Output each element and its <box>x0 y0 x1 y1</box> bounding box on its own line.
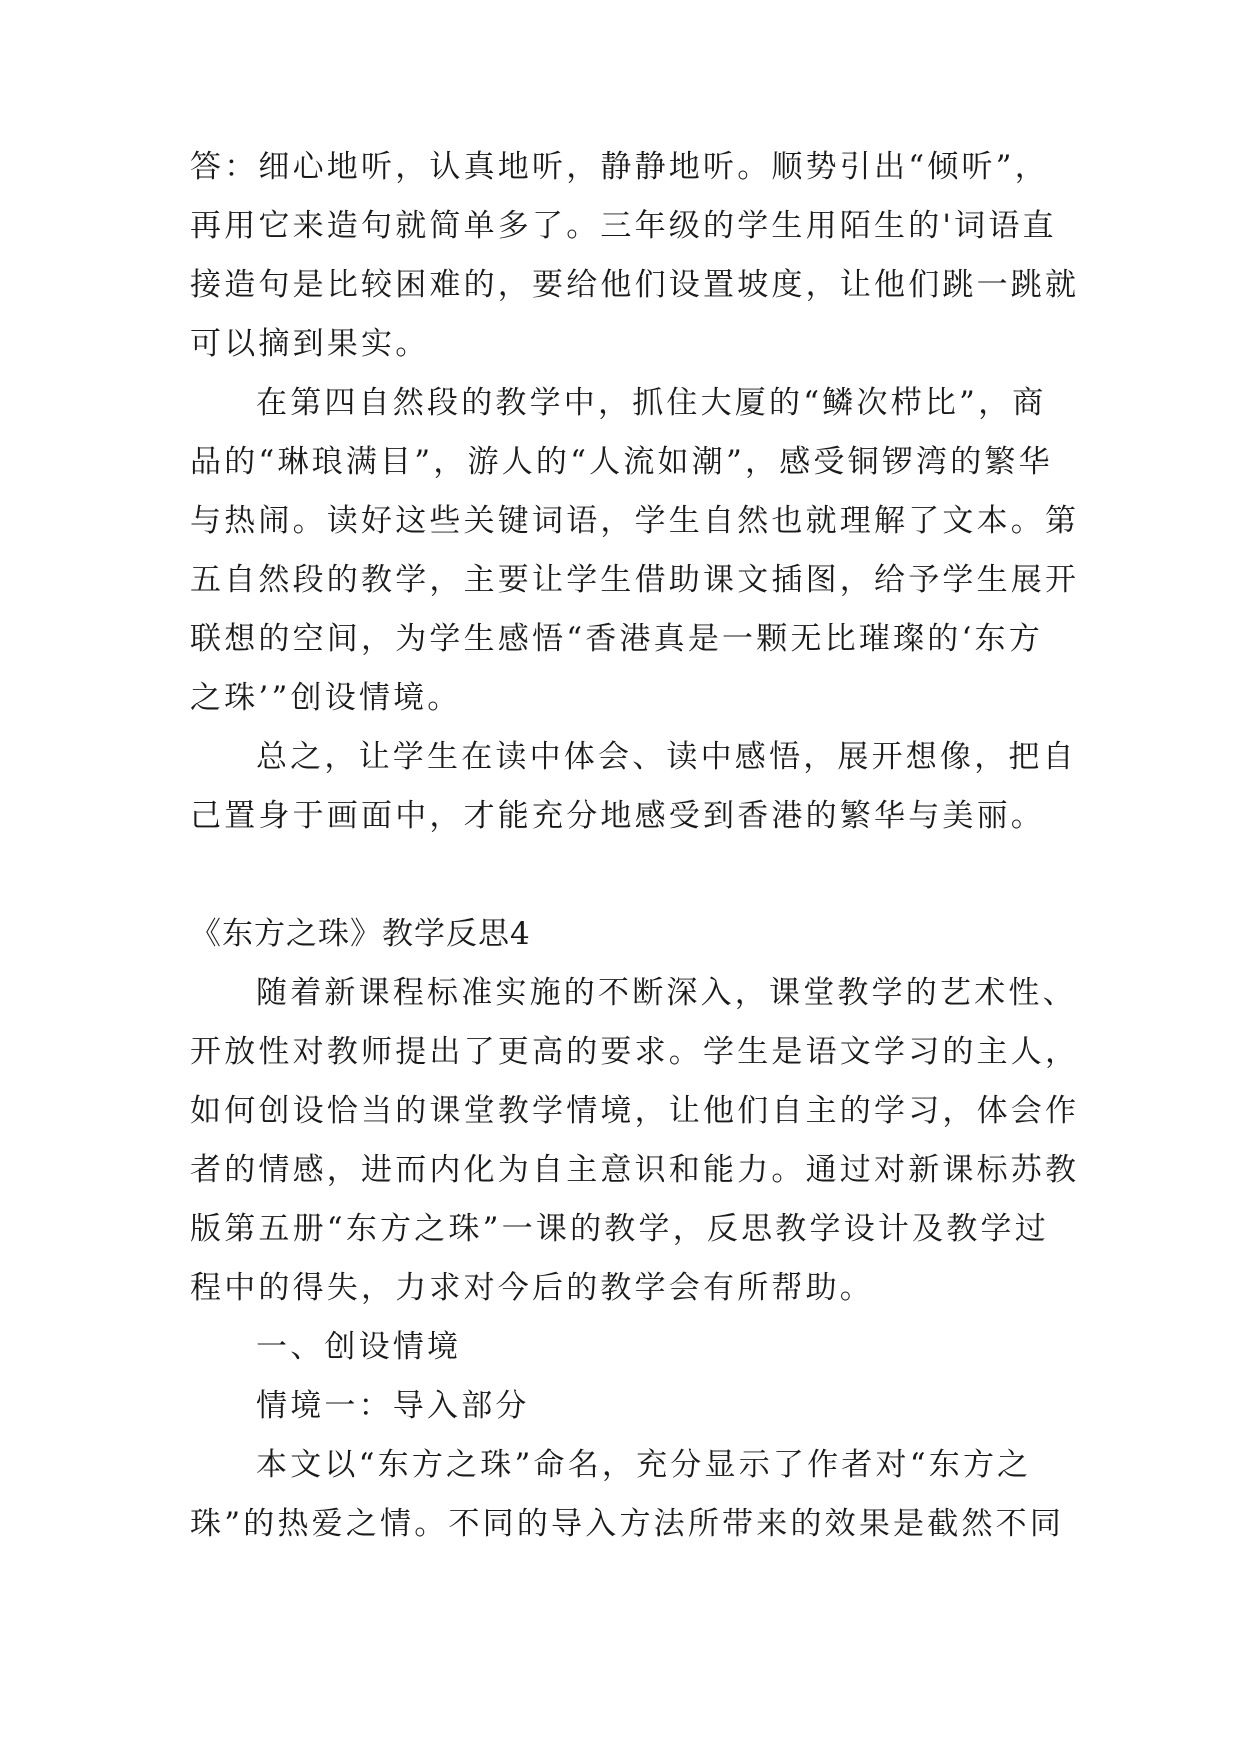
paragraph-line: 珠”的热爱之情。不同的导入方法所带来的效果是截然不同 <box>190 1506 1065 1542</box>
paragraph-line: 己置身于画面中，才能充分地感受到香港的繁华与美丽。 <box>190 798 1045 834</box>
paragraph-line: 联想的空间，为学生感悟“香港真是一颗无比璀璨的‘东方 <box>190 621 1043 657</box>
section-heading: 《东方之珠》教学反思4 <box>190 916 531 952</box>
paragraph-line: 版第五册“东方之珠”一课的教学，反思教学设计及教学过 <box>190 1211 1049 1247</box>
paragraph-line: 随着新课程标准实施的不断深入，课堂教学的艺术性、 <box>256 975 1077 1011</box>
paragraph-line: 答：细心地听，认真地听，静静地听。顺势引出“倾听”， <box>190 149 1049 185</box>
paragraph-line: 程中的得失，力求对今后的教学会有所帮助。 <box>190 1270 874 1306</box>
paragraph-line: 如何创设恰当的课堂教学情境，让他们自主的学习，体会作 <box>190 1093 1080 1129</box>
subheading: 情境一：导入部分 <box>256 1388 530 1424</box>
paragraph-line: 再用它来造句就简单多了。三年级的学生用陌生的'词语直 <box>190 208 1057 244</box>
paragraph-line: 总之，让学生在读中体会、读中感悟，展开想像，把自 <box>256 739 1077 775</box>
subheading: 一、创设情境 <box>256 1329 462 1365</box>
paragraph-line: 五自然段的教学，主要让学生借助课文插图，给予学生展开 <box>190 562 1080 598</box>
paragraph-line: 之珠’”创设情境。 <box>190 680 462 716</box>
paragraph-line: 可以摘到果实。 <box>190 326 430 362</box>
paragraph-line: 在第四自然段的教学中，抓住大厦的“鳞次栉比”，商 <box>256 385 1047 421</box>
paragraph-line: 开放性对教师提出了更高的要求。学生是语文学习的主人， <box>190 1034 1080 1070</box>
paragraph-line: 与热闹。读好这些关键词语，学生自然也就理解了文本。第 <box>190 503 1080 539</box>
paragraph-line: 品的“琳琅满目”，游人的“人流如潮”，感受铜锣湾的繁华 <box>190 444 1053 480</box>
paragraph-line: 接造句是比较困难的，要给他们设置坡度，让他们跳一跳就 <box>190 267 1080 303</box>
paragraph-line: 者的情感，进而内化为自主意识和能力。通过对新课标苏教 <box>190 1152 1080 1188</box>
paragraph-line: 本文以“东方之珠”命名，充分显示了作者对“东方之 <box>256 1447 1032 1483</box>
